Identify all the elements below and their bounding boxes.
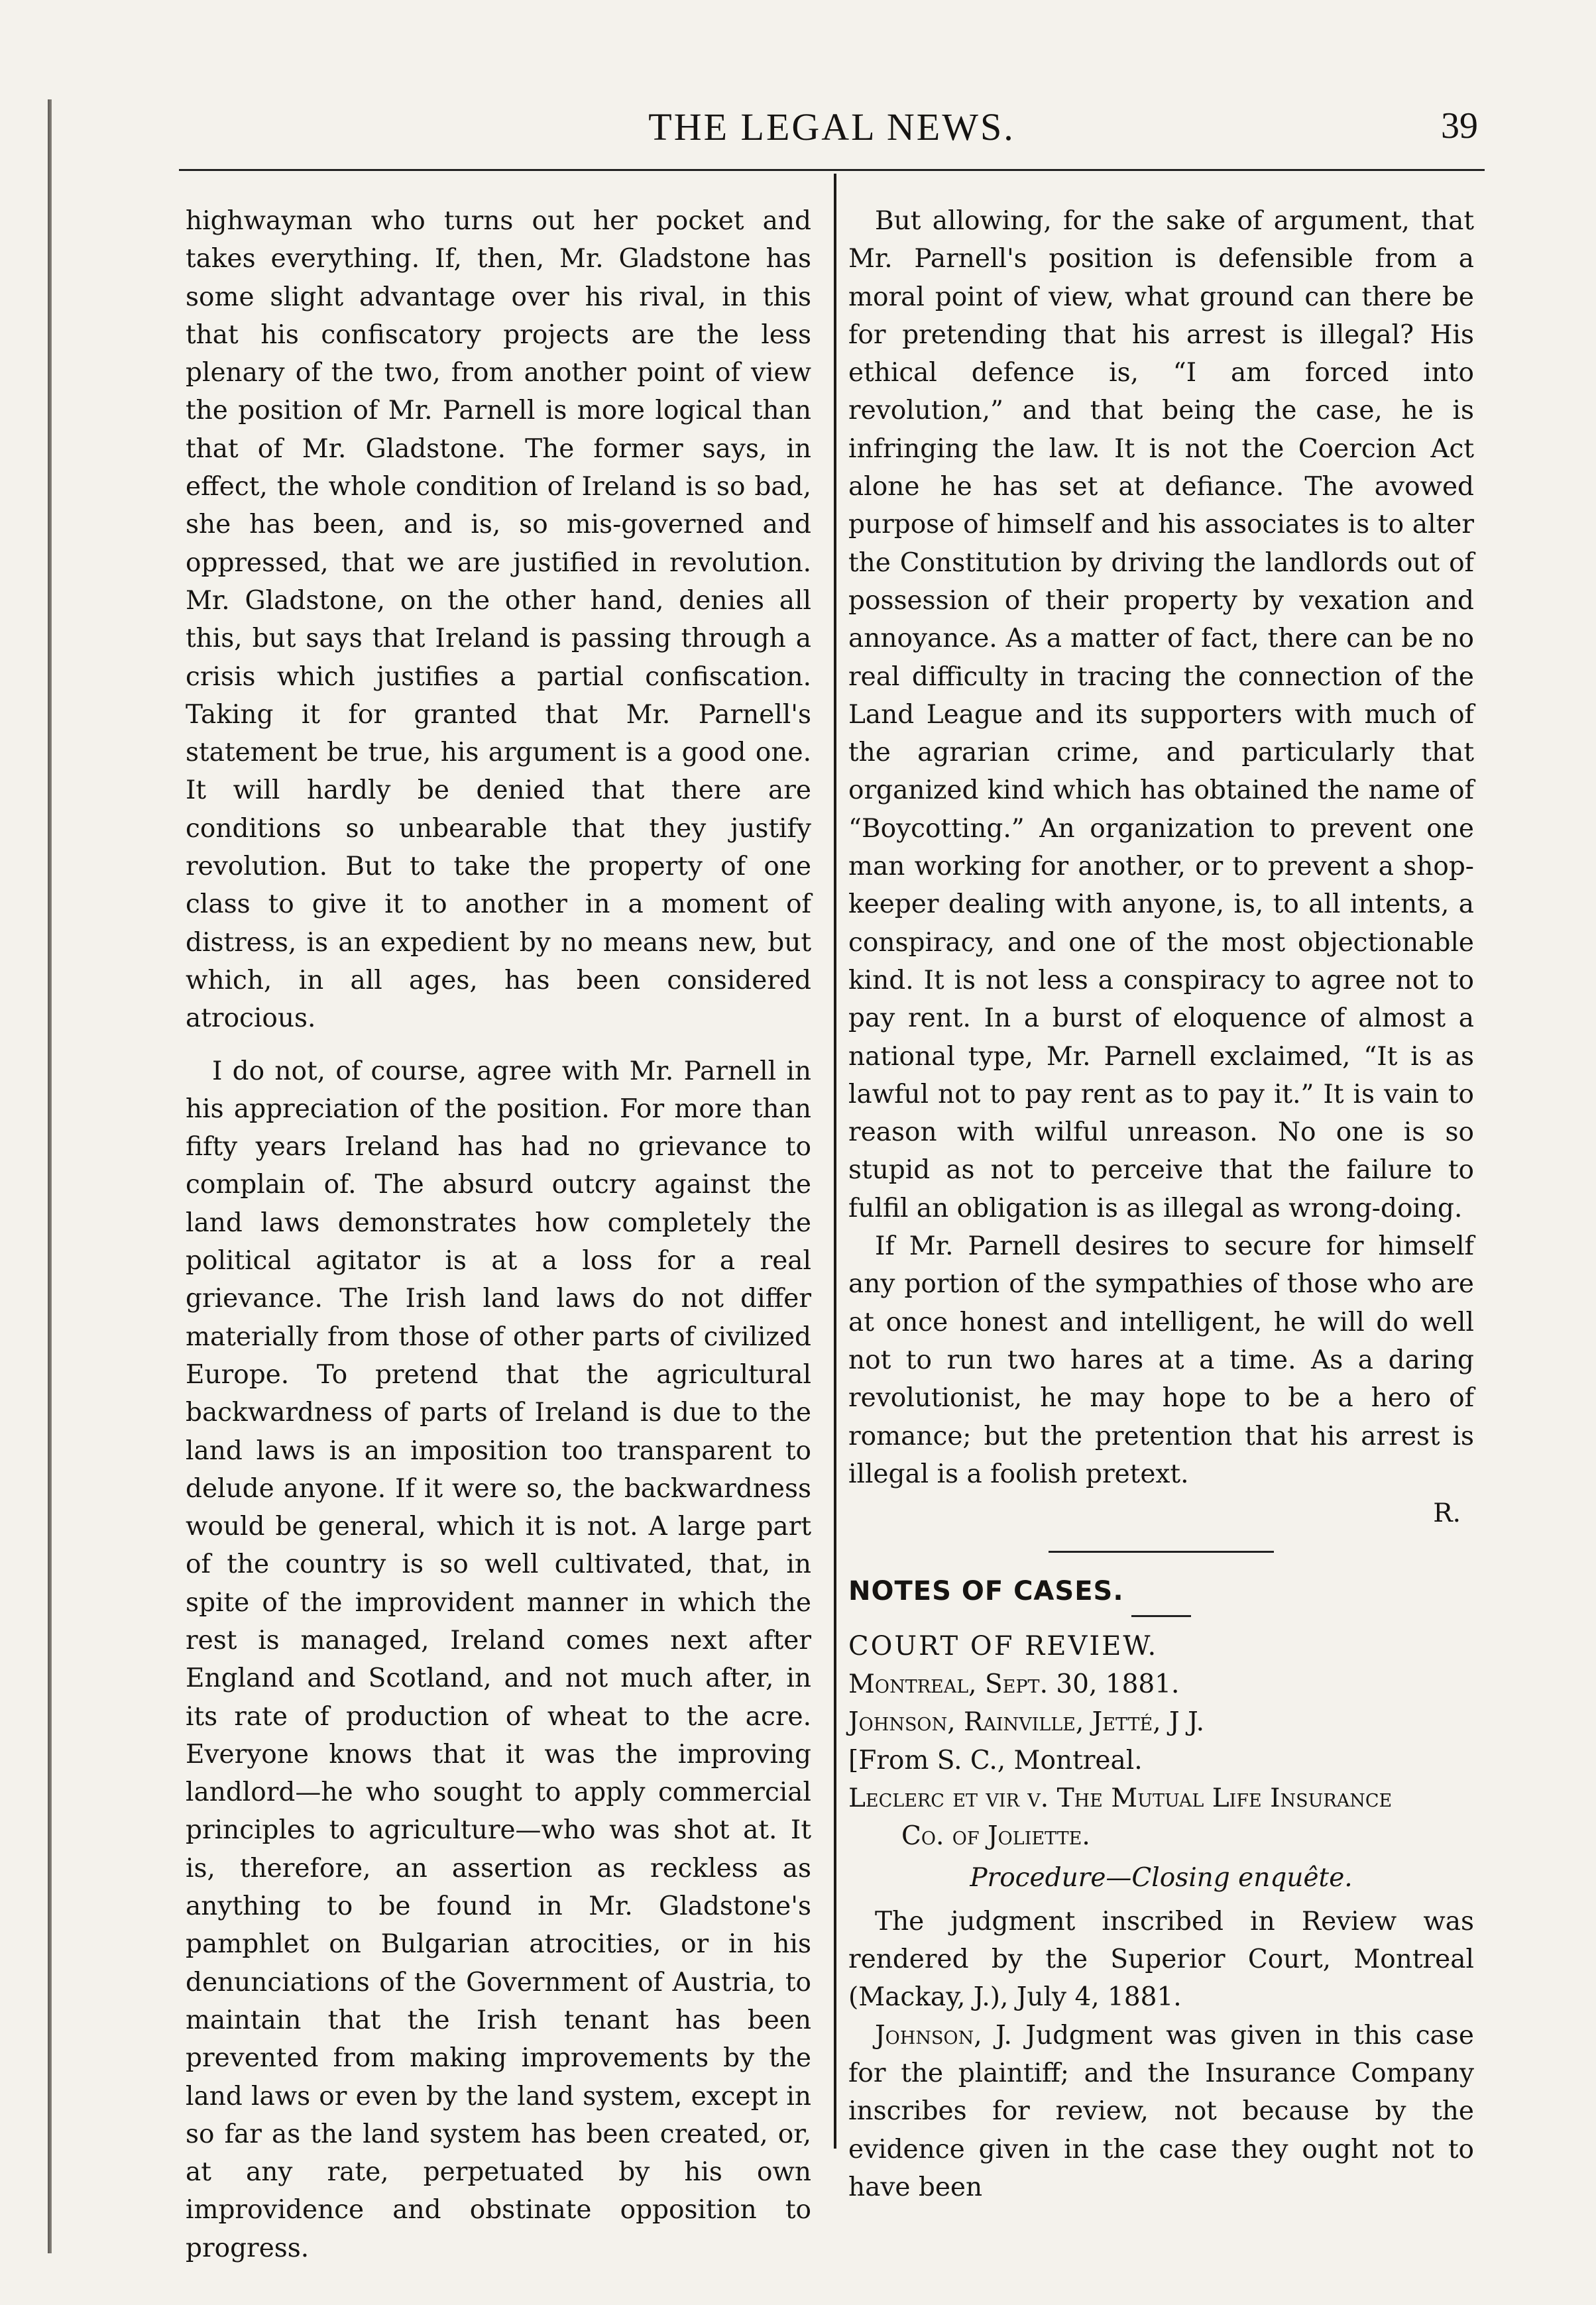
right-paragraph-3: The judgment inscribed in Review was rendered by the Superior Court, Montreal (Mackay, J.), July 4, 1881. <box>848 1906 1474 2013</box>
author-signature: R. <box>1433 1498 1461 1529</box>
page-binding-edge <box>48 99 52 2253</box>
header-rule <box>179 169 1485 171</box>
case-date: Montreal, Sept. 30, 1881. <box>848 1669 1180 1699</box>
column-divider <box>834 174 836 2149</box>
judgment-text: Judgment was given in this case for the plaintiff; and the Insurance Company inscribes for review, not because by the evidence given in the case they ought not to have been <box>848 2020 1474 2202</box>
section-divider <box>1049 1551 1274 1553</box>
case-subject: Procedure—Closing enquête. <box>970 1863 1353 1893</box>
right-paragraph-1: But allowing, for the sake of argument, that Mr. Parnell's position is defensible from a moral point of view, what ground can there be for pretending that his arrest is illegal? His ethical defence is, “I am forced into revolution,” and that being the case, he is infringing the law. It is not the Coercion Act alone he has set at defiance. The avowed purpose of himself and his associates is to alter the Constitution by driving the landlords out of possession of their property by vexation and annoyance. As a matter of fact, there can be no real difficulty in tracing the connection of the Land League and its supporters with much of the agrarian crime, and particularly that organized kind which has obtained the name of “Boycotting.” An organization to prevent one man working for another, or to prevent a shop-keeper dealing with anyone, is, to all intents, a conspiracy, and one of the most objectionable kind. It is not less a conspiracy to agree not to pay rent. In a burst of eloquence of almost a national type, Mr. Parnell exclaimed, “It is as lawful not to pay rent as to pay it.” It is vain to reason with wilful unreason. No one is so stupid as not to perceive that the failure to fulfil an obligation is as illegal as wrong-doing. <box>848 206 1474 1223</box>
case-origin: [From S. C., Montreal. <box>848 1745 1143 1775</box>
right-paragraph-2: If Mr. Parnell desires to secure for himself any portion of the sympathies of those who are at once honest and intelligent, he will do well not to run two hares at a time. As a daring revolutionist, he may hope to be a hero of romance; but the pretention that his arrest is illegal is a foolish pretext. <box>848 1231 1474 1489</box>
case-name-line-2: Co. of Joliette. <box>901 1821 1090 1852</box>
right-paragraph-4 <box>848 2017 1474 2206</box>
journal-title: THE LEGAL NEWS. <box>648 105 1015 148</box>
page-number: 39 <box>1441 105 1478 146</box>
case-name-line-1: Leclerc et vir v. The Mutual Life Insurance <box>848 1783 1393 1813</box>
running-header <box>186 99 1478 159</box>
left-paragraph-1: highwayman who turns out her pocket and takes everything. If, then, Mr. Gladstone has some slight advantage over his rival, in this that his confiscatory projects are the less plenary of the two, from another point of view the position of Mr. Parnell is more logical than that of Mr. Gladstone. The former says, in effect, the whole condition of Ireland is so bad, she has been, and is, so mis-governed and oppressed, that we are justified in revolution. Mr. Gladstone, on the other hand, denies all this, but says that Ireland is passing through a crisis which justifies a partial confiscation. Taking it for granted that Mr. Parnell's statement be true, his argument is a good one. It will hardly be denied that there are conditions so unbearable that they justify revolution. But to take the property of one class to give it to another in a moment of distress, is an expedient by no means new, but which, in all ages, has been considered atrocious. <box>186 206 811 1034</box>
case-judges: Johnson, Rainville, Jetté, J J. <box>848 1707 1205 1738</box>
left-paragraph-2: I do not, of course, agree with Mr. Parnell in his appreciation of the position. For more than fifty years Ireland has had no grievance to complain of. The absurd outcry against the land laws demonstrates how completely the political agitator is at a loss for a real grievance. The Irish land laws do not differ materially from those of other parts of civilized Europe. To pretend that the agricultural backwardness of parts of Ireland is due to the land laws is an imposition too transparent to delude anyone. If it were so, the backwardness would be general, which it is not. A large part of the country is so well cultivated, that, in spite of the improvident manner in which the rest is managed, Ireland comes next after England and Scotland, and not much after, in its rate of production of wheat to the acre. Everyone knows that it was the improving landlord—he who sought to apply commercial principles to agriculture—who was shot at. It is, therefore, an assertion as reckless as anything to be found in Mr. Gladstone's pamphlet on Bulgarian atrocities, or in his denunciations of the Government of Austria, to maintain that the Irish tenant has been prevented from making improvements by the land laws or even by the land system, except in so far as the land system has been created, or, at any rate, perpetuated by his own improvidence and obstinate opposition to progress. <box>186 1056 811 2263</box>
right-column <box>848 202 1474 2206</box>
judge-name-lead: Johnson, J. <box>875 2020 1012 2051</box>
left-column <box>186 202 811 2267</box>
title-underline <box>1131 1615 1191 1617</box>
court-heading: COURT OF REVIEW. <box>848 1630 1159 1661</box>
section-title: NOTES OF CASES. <box>848 1576 1124 1607</box>
